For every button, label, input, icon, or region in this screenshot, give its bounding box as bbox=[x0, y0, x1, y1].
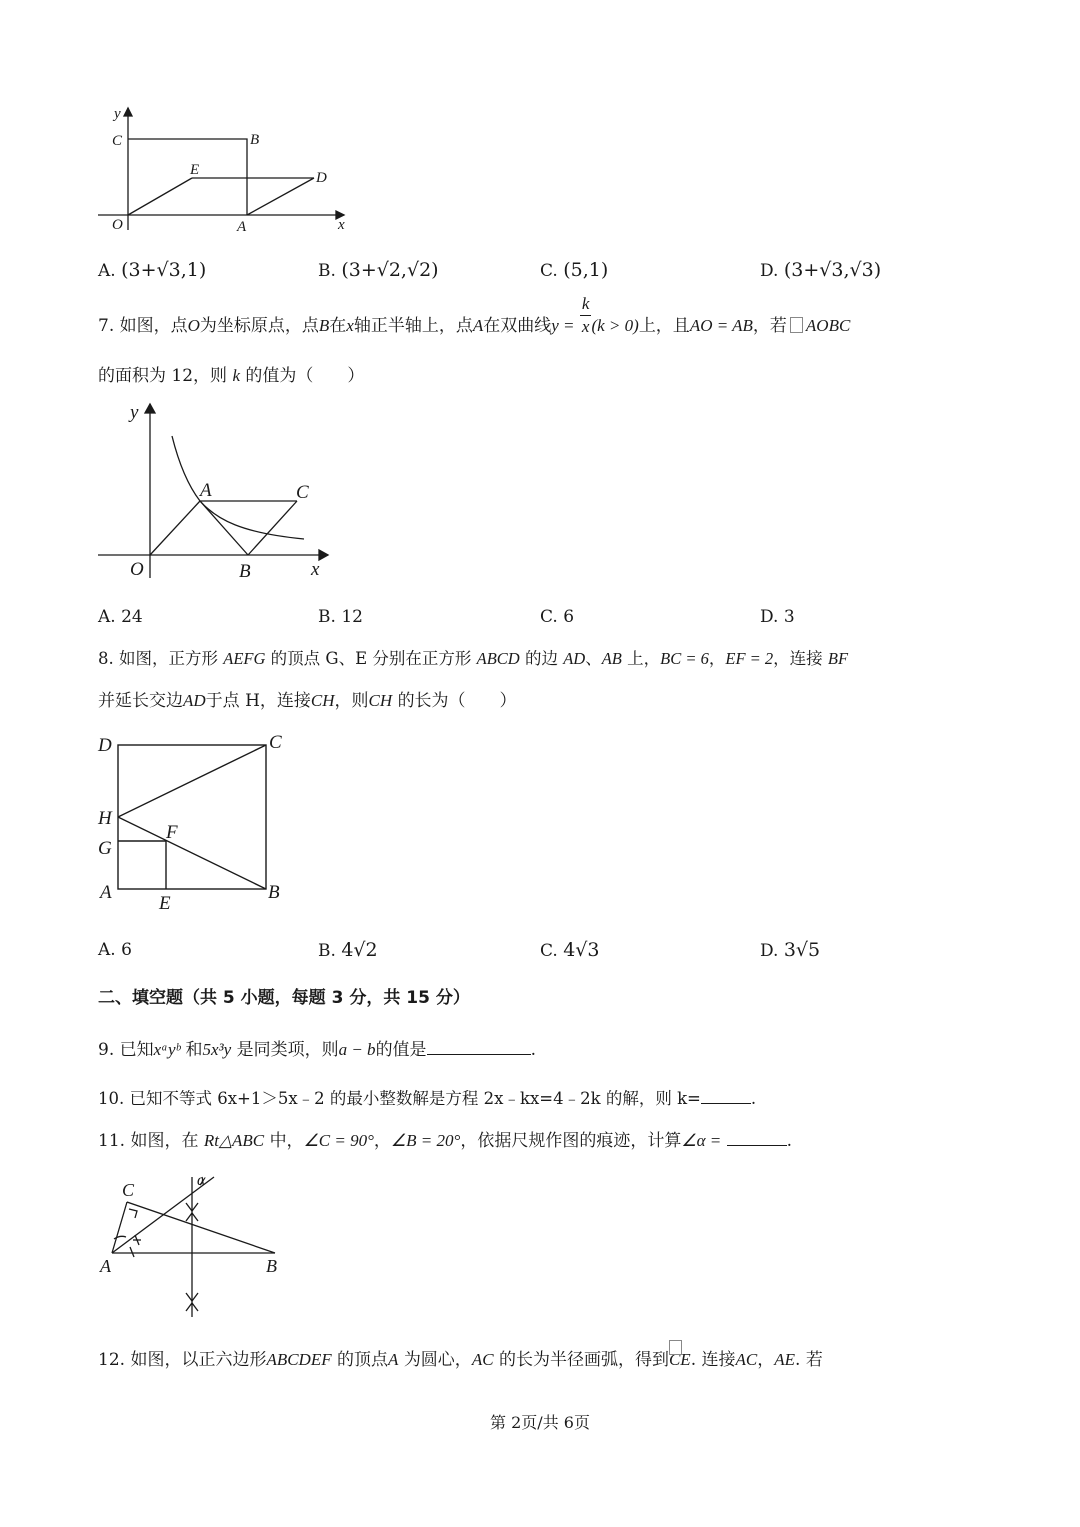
q8-label-B: B bbox=[268, 882, 280, 903]
q7-label-O: O bbox=[130, 559, 144, 580]
q9-answer-blank[interactable] bbox=[427, 1036, 531, 1055]
q7-label-y: y bbox=[130, 402, 139, 423]
q8-option-a: A. 6 bbox=[98, 940, 132, 960]
q11-label-C: C bbox=[122, 1180, 135, 1200]
q8-option-c: C. 4√3 bbox=[540, 939, 600, 961]
q6-label-A: A bbox=[237, 219, 247, 235]
q6-label-E: E bbox=[190, 162, 200, 178]
q8-label-G: G bbox=[98, 838, 112, 859]
q7-stem-line2: 的面积为 12，则 k 的值为（ ） bbox=[98, 366, 365, 386]
q6-option-b: B. (3+√2,√2) bbox=[318, 259, 439, 281]
q6-label-D: D bbox=[316, 170, 327, 186]
q11-answer-blank[interactable] bbox=[727, 1127, 787, 1146]
q9-stem: 9. 已知xᵃyᵇ 和5x³y 是同类项，则a − b的值是 . bbox=[98, 1036, 536, 1062]
q7-fraction: $\frac{k}{x}$ bbox=[581, 294, 590, 336]
q8-figure bbox=[92, 728, 302, 918]
q11-label-alpha: α bbox=[197, 1172, 206, 1189]
q7-option-c: C. 6 bbox=[540, 607, 575, 627]
q7-stem-line1: 7. 如图，点O为坐标原点，点B在x轴正半轴上，点A在双曲线y = $\frac{k}{x}$ (k > 0)上，且AO = AB，若 AOBC bbox=[98, 294, 851, 336]
q10-answer-blank[interactable] bbox=[701, 1085, 751, 1104]
q8-label-H: H bbox=[98, 808, 112, 829]
q7-label-B: B bbox=[239, 561, 251, 582]
q6-label-O: O bbox=[112, 217, 123, 233]
q11-label-B: B bbox=[266, 1256, 277, 1276]
q8-label-E: E bbox=[159, 893, 171, 914]
q6-label-C: C bbox=[112, 133, 123, 149]
section2-title: 二、填空题（共 5 小题，每题 3 分，共 15 分） bbox=[98, 988, 470, 1008]
q6-option-a: A. (3+√3,1) bbox=[98, 259, 207, 281]
q6-figure bbox=[92, 100, 362, 240]
q11-label-A: A bbox=[100, 1256, 111, 1276]
arc-symbol: CE bbox=[669, 1348, 691, 1372]
page-footer: 第 2页/共 6页 bbox=[490, 1413, 590, 1432]
q7-option-b: B. 12 bbox=[318, 607, 363, 627]
q7-option-d: D. 3 bbox=[760, 607, 795, 627]
q7-option-a: A. 24 bbox=[98, 607, 143, 627]
q8-label-F: F bbox=[166, 822, 178, 843]
q8-stem-line1: 8. 如图，正方形 AEFG 的顶点 G、E 分别在正方形 ABCD 的边 AD、AB 上，BC = 6，EF = 2，连接 BF bbox=[98, 649, 849, 668]
q8-option-b: B. 4√2 bbox=[318, 939, 378, 961]
q6-label-x: x bbox=[338, 217, 345, 233]
q8-label-D: D bbox=[98, 735, 112, 756]
q8-stem-line2: 并延长交边AD于点 H，连接CH，则CH 的长为（ ） bbox=[98, 691, 517, 711]
parallelogram-symbol bbox=[790, 317, 803, 333]
q7-figure bbox=[92, 398, 342, 586]
q6-label-y: y bbox=[114, 106, 121, 122]
q8-option-d: D. 3√5 bbox=[760, 939, 821, 961]
q10-stem: 10. 已知不等式 6x+1＞5x﹣2 的最小整数解是方程 2x﹣kx=4﹣2k 的解，则 k= . bbox=[98, 1085, 756, 1111]
q7-label-x: x bbox=[311, 559, 320, 580]
q6-option-d: D. (3+√3,√3) bbox=[760, 259, 882, 281]
q7-label-A: A bbox=[200, 480, 212, 501]
q8-label-C: C bbox=[269, 732, 282, 753]
q11-stem: 11. 如图，在 Rt△ABC 中，∠C = 90°，∠B = 20°，依据尺规作图的痕迹，计算∠α = . bbox=[98, 1127, 792, 1153]
q11-figure bbox=[92, 1165, 312, 1325]
q12-stem: 12. 如图，以正六边形ABCDEF 的顶点A 为圆心，AC 的长为半径画弧，得到 CE. 连接AC，AE. 若 bbox=[98, 1348, 823, 1372]
q8-label-A: A bbox=[100, 882, 112, 903]
q6-label-B: B bbox=[250, 132, 260, 148]
q6-option-c: C. (5,1) bbox=[540, 259, 609, 281]
q7-label-C: C bbox=[296, 482, 309, 503]
